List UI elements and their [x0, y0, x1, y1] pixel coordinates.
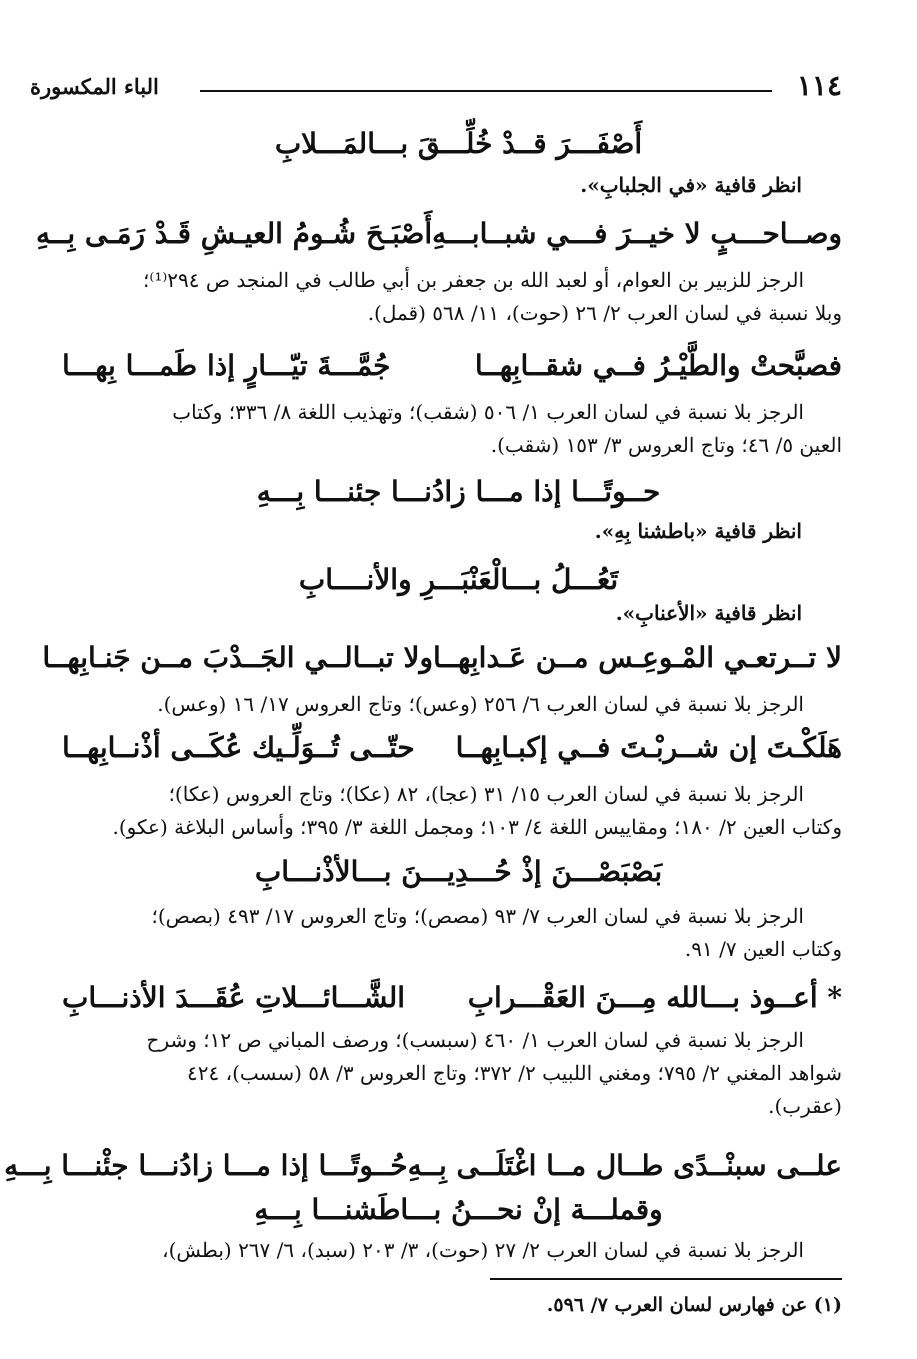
verse-line	[0, 852, 917, 892]
reference-line: شواهد المغني ٢/ ٧٩٥؛ ومغني اللبيب ٢/ ٣٧٢؛ وتاج العروس ٣/ ٥٨ (سسب)، ٤٢٤	[187, 1061, 842, 1085]
reference-line: الرجز بلا نسبة في لسان العرب ١/ ٤٦٠ (سبسب)؛ ورصف المباني ص ١٢؛ وشرح	[146, 1028, 804, 1052]
verse-hemistich: وقملـــة إنْ نحـــنُ بـــاطَشنـــا بِـــهِ	[254, 1193, 663, 1226]
verse-line	[0, 1190, 917, 1230]
verse-hemistich-first: فصبَّحتْ والطَّيْـرُ فــي شقــابِهــا	[474, 349, 842, 382]
verse-hemistich-second: أَصْبَـحَ شُـومُ العيـشِ قَـدْ رَمَـى بِــهِ	[35, 217, 433, 250]
verse-line	[35, 214, 842, 254]
verse-line	[4, 1146, 842, 1186]
verse-hemistich: أَصْفَـــرَ قــدْ خُلِّـــقَ بـــالمَـــلابِ	[274, 127, 643, 160]
page-header	[30, 68, 842, 104]
verse-hemistich-first: هَلَكْـتَ إن شــربْـتَ فــي إكبـابِهــا	[455, 731, 842, 764]
reference-line: وكتاب العين ٧/ ٩١.	[684, 937, 842, 961]
reference-line: الرجز للزبير بن العوام، أو لعبد الله بن جعفر بن أبي طالب في المنجد ص ٢٩٤⁽¹⁾؛	[143, 268, 804, 292]
reference-line: الرجز بلا نسبة في لسان العرب ١/ ٥٠٦ (شقب)؛ وتهذيب اللغة ٨/ ٣٣٦؛ وكتاب	[172, 400, 804, 424]
reference-line: (عقرب).	[768, 1094, 842, 1118]
reference-line: وبلا نسبة في لسان العرب ٢/ ٢٦ (حوت)، ١١/ ٥٦٨ (قمل).	[367, 301, 842, 325]
reference-paragraph	[62, 396, 842, 462]
reference-paragraph	[62, 778, 842, 844]
footnote-rule	[490, 1278, 842, 1280]
verse-line	[0, 124, 917, 164]
verse-hemistich-first: وصــاحـــبٍ لا خيــرَ فـــي شبــابـــهِ	[432, 217, 842, 250]
verse-line	[42, 638, 842, 678]
verse-hemistich-first: لا تــرتعـي المْـوعِـس مــن عَـدابِهــا	[433, 641, 842, 674]
cross-reference-note: انظر قافية «الأعنابِ».	[615, 601, 802, 625]
verse-line	[62, 728, 842, 768]
reference-paragraph	[62, 1024, 842, 1123]
verse-hemistich-second: حُــوتًـــا إذا مـــا زادُنـــا جئْنـــا بِـــهِ	[4, 1149, 408, 1182]
verse-line	[62, 978, 842, 1018]
reference-line: الرجز بلا نسبة في لسان العرب ٦/ ٢٥٦ (وعس)؛ وتاج العروس ١٧/ ١٦ (وعس).	[157, 692, 804, 716]
reference-line: الرجز بلا نسبة في لسان العرب ١٥/ ٣١ (عجا)، ٨٢ (عكا)؛ وتاج العروس (عكا)؛	[168, 782, 804, 806]
verse-hemistich-first: علــى سبنْــدًى طــال مــا اغْتَلَــى بِــهِ	[407, 1149, 842, 1182]
reference-line: الرجز بلا نسبة في لسان العرب ٢/ ٢٧ (حوت)، ٣/ ٢٠٣ (سبد)، ٦/ ٢٦٧ (بطش)،	[162, 1238, 804, 1262]
verse-hemistich-second: حتّــى تُــوَلِّـيك عُكَــى أذْنــابِهــا	[62, 731, 415, 764]
verse-line	[62, 346, 842, 386]
verse-line	[0, 472, 917, 512]
page-number: ١١٤	[796, 69, 842, 102]
footnote: (١) عن فهارس لسان العرب ٧/ ٥٩٦.	[546, 1294, 842, 1316]
running-title: الباء المكسورة	[30, 74, 159, 99]
reference-line: العين ٥/ ٤٦؛ وتاج العروس ٣/ ١٥٣ (شقب).	[490, 433, 842, 457]
reference-paragraph	[62, 688, 842, 721]
verse-hemistich-second: جُمَّـــةَ تيّـــارٍ إذا طَمـــا بِهـــا	[62, 349, 391, 382]
verse-hemistich: بَصْبَصْـــنَ إذْ حُـــدِيـــنَ بـــالأذْنـــابِ	[254, 855, 663, 888]
reference-line: الرجز بلا نسبة في لسان العرب ٧/ ٩٣ (مصص)؛ وتاج العروس ١٧/ ٤٩٣ (بصص)؛	[151, 904, 804, 928]
header-rule	[200, 90, 772, 92]
reference-paragraph	[62, 900, 842, 966]
reference-line: وكتاب العين ٢/ ١٨٠؛ ومقاييس اللغة ٤/ ١٠٣؛ ومجمل اللغة ٣/ ٣٩٥؛ وأساس البلاغة (عكو).	[112, 815, 842, 839]
verse-hemistich-second: ولا تبــالــي الجَــدْبَ مــن جَنـابِهــا	[42, 641, 434, 674]
verse-hemistich-second: الشَّـــائـــلاتِ عُقَـــدَ الأذنـــابِ	[62, 981, 406, 1014]
cross-reference-note: انظر قافية «باطشنا بِهِ».	[594, 519, 802, 543]
verse-line	[0, 560, 917, 600]
verse-hemistich: حــوتًـــا إذا مـــا زادُنـــا جئنـــا بِـــهِ	[256, 475, 661, 508]
reference-paragraph	[62, 1234, 842, 1267]
verse-hemistich: تَعُـــلُ بـــالْعَنْبَـــرِ والأنــــابِ	[298, 563, 619, 596]
cross-reference-note: انظر قافية «في الجلبابِ».	[580, 173, 802, 197]
reference-paragraph	[62, 264, 842, 330]
verse-hemistich-first: * أعــوذ بـــالله مِـــنَ العَقْـــرابِ	[467, 981, 842, 1014]
